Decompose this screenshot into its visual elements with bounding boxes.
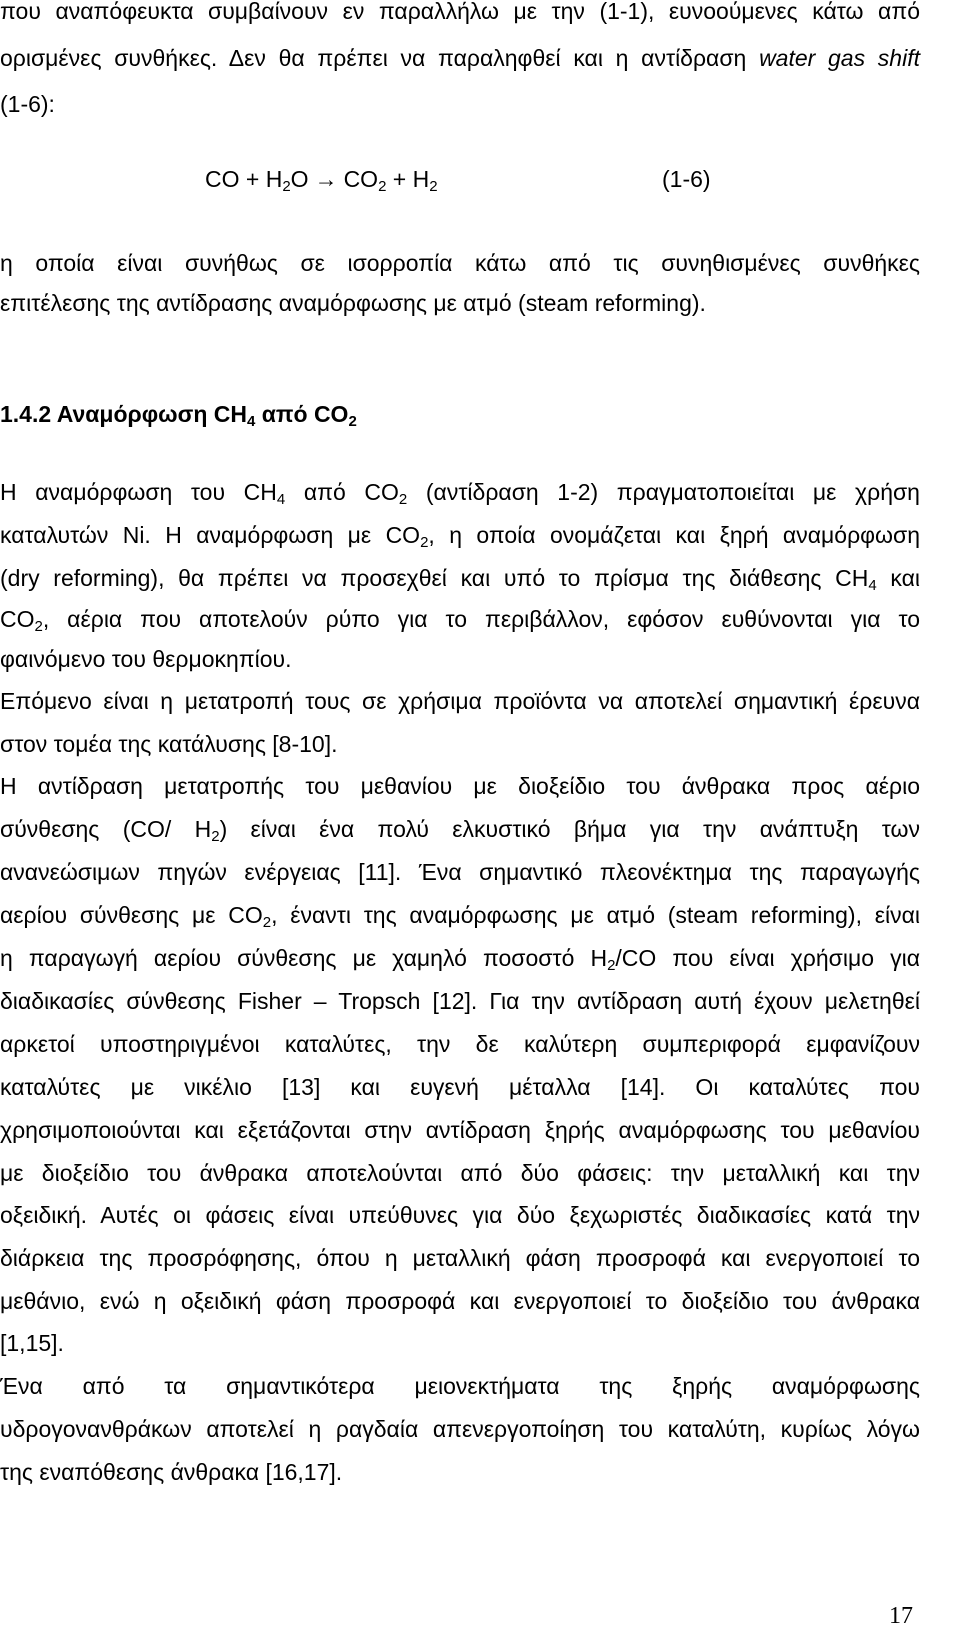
- page-number: 17: [889, 1603, 913, 1629]
- body-line-22: Ένα από τα σημαντικότερα μειονεκτήματα της ξηρής αναμόρφωσης: [0, 1373, 920, 1399]
- body-line-10: ανανεώσιμων πηγών ενέργειας [11]. Ένα σημαντικό πλεονέκτημα της παραγωγής: [0, 859, 920, 885]
- body-line-1: Η αναμόρφωση του $CH_4$ από $CO_2$ (αντίδραση 1-2) πραγματοποιείται με χρήση: [0, 479, 920, 508]
- body-line-6: Επόμενο είναι η μετατροπή τους σε χρήσιμα προϊόντα να αποτελεί σημαντική έρευνα: [0, 688, 920, 714]
- body-line-4: $CO_2$, αέρια που αποτελούν ρύπο για το περιβάλλον, εφόσον ευθύνονται για το: [0, 606, 920, 635]
- body-line-9: σύνθεσης (CO/ $H_2$) είναι ένα πολύ ελκυστικό βήμα για την ανάπτυξη των: [0, 816, 920, 845]
- body-line-11: αερίου σύνθεσης με $CO_2$, έναντι της αναμόρφωσης με ατμό (steam reforming), είναι: [0, 902, 920, 931]
- section-heading: 1.4.2 Αναμόρφωση $CH_4$ από $CO_2$: [0, 401, 357, 430]
- equation-number: (1-6): [662, 166, 711, 192]
- body-line-13: διαδικασίες σύνθεσης Fisher – Tropsch [12]. Για την αντίδραση αυτή έχουν μελετηθεί: [0, 988, 920, 1014]
- body-line-5: φαινόμενο του θερμοκηπίου.: [0, 646, 292, 672]
- reaction-arrow-icon: →: [314, 166, 338, 192]
- body-line-14: αρκετοί υποστηριγμένοι καταλύτες, την δε καλύτερη συμπεριφορά εμφανίζουν: [0, 1031, 920, 1057]
- body-line-3: (dry reforming), θα πρέπει να προσεχθεί και υπό το πρίσμα της διάθεσης $CH_4$ και: [0, 565, 920, 594]
- body-line-16: χρησιμοποιούνται και εξετάζονται στην αντίδραση ξηρής αναμόρφωσης του μεθανίου: [0, 1117, 920, 1143]
- body-line-23: υδρογονανθράκων αποτελεί η ραγδαία απενεργοποίηση του καταλύτη, κυρίως λόγω: [0, 1416, 920, 1442]
- intro-line-1: που αναπόφευκτα συμβαίνουν εν παραλλήλω με την (1-1), ευνοούμενες κάτω από: [0, 0, 920, 24]
- after-eq-line-2: επιτέλεσης της αντίδρασης αναμόρφωσης με ατμό (steam reforming).: [0, 290, 706, 316]
- body-line-19: διάρκεια της προσρόφησης, όπου η μεταλλική φάση προσροφά και ενεργοποιεί το: [0, 1245, 920, 1271]
- body-line-2: καταλυτών Ni. Η αναμόρφωση με $CO_2$, η οποία ονομάζεται και ξηρή αναμόρφωση: [0, 522, 921, 551]
- body-line-12: η παραγωγή αερίου σύνθεσης με χαμηλό ποσοστό $H_2/CO$ που είναι χρήσιμο για: [0, 945, 920, 974]
- body-line-18: οξειδική. Αυτές οι φάσεις είναι υπεύθυνες για δύο ξεχωριστές διαδικασίες κατά την: [0, 1202, 920, 1228]
- intro-line-2: ορισμένες συνθήκες. Δεν θα πρέπει να παραληφθεί και η αντίδραση water gas shift: [0, 45, 920, 71]
- body-line-21: [1,15].: [0, 1330, 64, 1356]
- body-line-17: με διοξείδιο του άνθρακα αποτελούνται από δύο φάσεις: την μεταλλική και την: [0, 1160, 920, 1186]
- body-line-8: Η αντίδραση μετατροπής του μεθανίου με διοξείδιο του άνθρακα προς αέριο: [0, 773, 920, 799]
- body-line-20: μεθάνιο, ενώ η οξειδική φάση προσροφά και ενεργοποιεί το διοξείδιο του άνθρακα: [0, 1288, 920, 1314]
- after-eq-line-1: η οποία είναι συνήθως σε ισορροπία κάτω από τις συνηθισμένες συνθήκες: [0, 250, 920, 276]
- body-line-7: στον τομέα της κατάλυσης [8-10].: [0, 731, 338, 757]
- intro-line-3: (1-6):: [0, 91, 55, 117]
- body-line-24: της εναπόθεσης άνθρακα [16,17].: [0, 1459, 343, 1485]
- reaction-equation: CO + $H_2O \to CO_2 + H_2$: [205, 166, 438, 195]
- body-line-15: καταλύτες με νικέλιο [13] και ευγενή μέταλλα [14]. Οι καταλύτες που: [0, 1074, 920, 1100]
- water-gas-shift-term: water gas shift: [759, 45, 920, 71]
